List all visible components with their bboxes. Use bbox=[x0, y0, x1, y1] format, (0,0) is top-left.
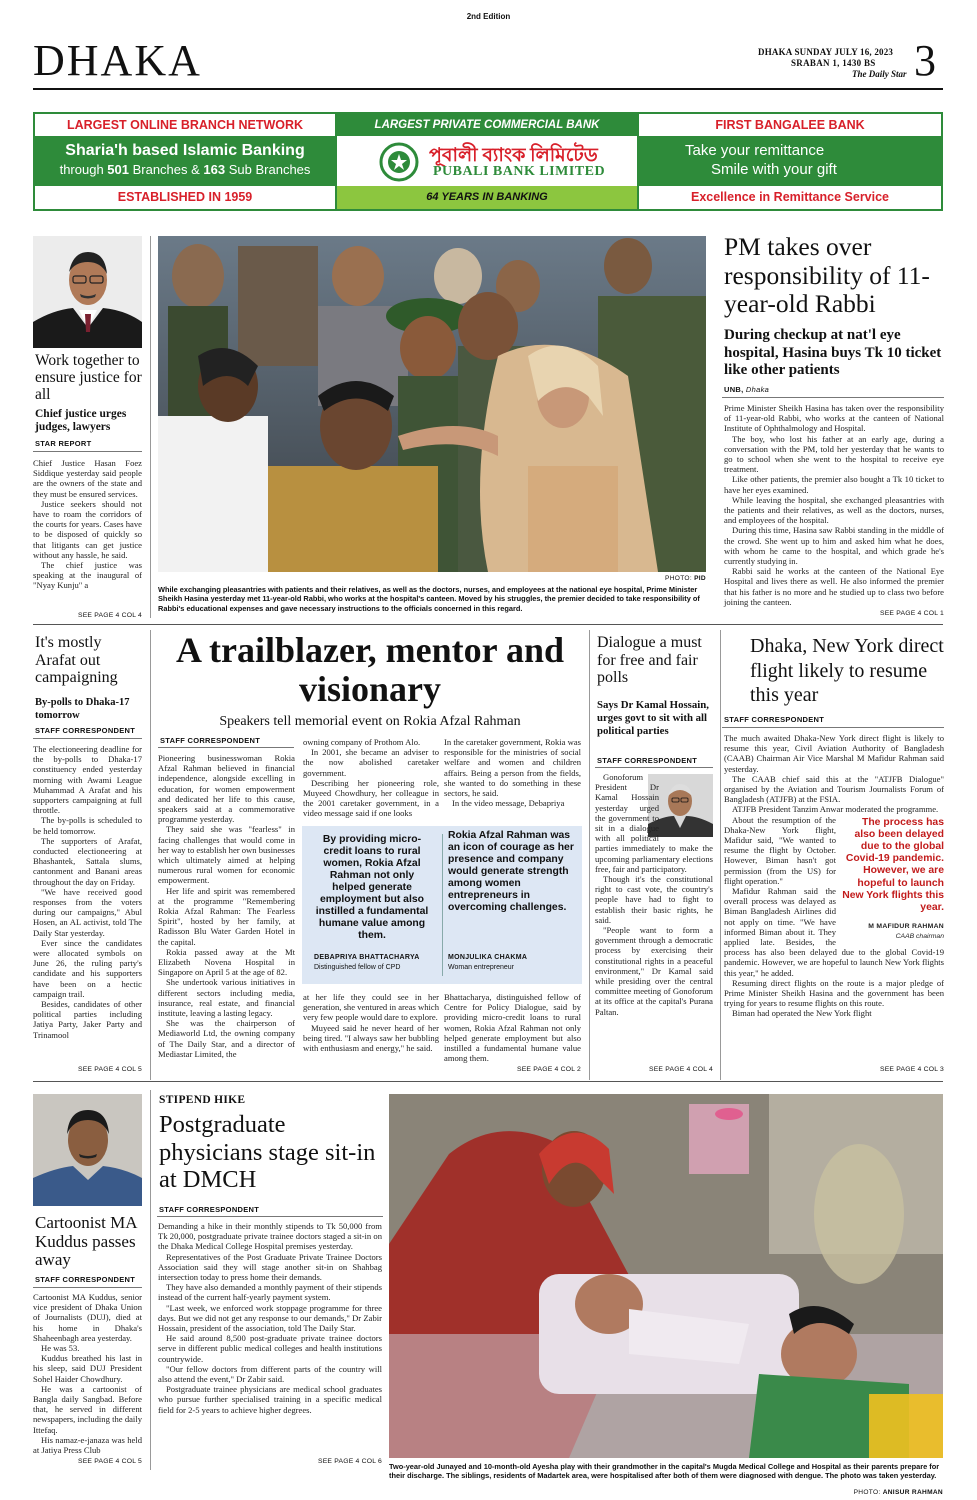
ad-right-top: FIRST BANGALEE BANK bbox=[715, 118, 865, 132]
rokia-byline: STAFF CORRESPONDENT bbox=[160, 736, 261, 745]
dengue-photo-credit: PHOTO: ANISUR RAHMAN bbox=[853, 1489, 943, 1496]
quote-monjulika: Rokia Afzal Rahman was an icon of courage as her presence and company would generate strength among women entrepreneurs in overcoming challenges. bbox=[448, 830, 574, 913]
rokia-col3-top: In the caretaker government, Rokia was responsible for the ministries of social welfare and women and children affairs. Being a person from the fields, she wanted to do something in these sectors, he said. In the video message, Debapriya bbox=[444, 737, 581, 809]
flight-headline[interactable]: Dhaka, New York direct flight likely to resume this year bbox=[750, 635, 944, 706]
dmch-jump[interactable]: SEE PAGE 4 COL 6 bbox=[317, 1458, 382, 1465]
dialogue-body: Gonoforum President Dr Kamal Hossain yesterday urged the government to sit in a dialogue with all political parties immediately to make the upcoming parliamentary elections free, fair and participatory. Though it's the constitutional right to cast vote, the country's people have had to fight to establish their basic rights, he said. "People want to form a government through a democratic process by exercising their constitutional rights in a peaceful environment," Dr Kamal said while presiding over the central committee meeting of Gonoforum at its office at the capital's Purana Paltan. bbox=[595, 772, 713, 1017]
bank-advertisement[interactable] bbox=[33, 112, 943, 211]
justice-deck: Chief justice urges judges, lawyers bbox=[35, 408, 127, 433]
pm-jump[interactable]: SEE PAGE 4 COL 1 bbox=[879, 610, 944, 617]
kuddus-portrait bbox=[33, 1094, 142, 1206]
arafat-byline: STAFF CORRESPONDENT bbox=[35, 726, 136, 735]
dmch-headline[interactable]: Postgraduate physicians stage sit-in at DMCH bbox=[159, 1111, 376, 1193]
ad-established: ESTABLISHED IN 1959 bbox=[117, 190, 253, 204]
dialogue-headline[interactable]: Dialogue a must for free and fair polls bbox=[597, 634, 702, 686]
justice-jump[interactable]: SEE PAGE 4 COL 4 bbox=[77, 612, 142, 619]
arafat-body: The electioneering deadline for the by-polls to Dhaka-17 constituency ended yesterday morning with Awami League Muhammad A Arafat and his supporters campaigning at full throttle. The by-polls is scheduled to be held tomorrow. The supporters of Arafat, conducted electioneering at Bhashantek, Sattala slums, cantonment and Banani areas throughout the day on Friday. "We have received good responses from the voters during our campaigns," Abul Hosen, an AL activist, told The Daily Star yesterday. Ever since the candidates were allocated symbols on June 26, the ruling party's candidate and his supporters have been on a hectic campaign trail. Besides, candidates of other political parties including Jatiya Party, Jaker Party and Trinamool bbox=[33, 744, 142, 1040]
quote-debapriya-name: DEBAPRIYA BHATTACHARYA bbox=[314, 954, 420, 961]
dengue-children-photo bbox=[389, 1094, 943, 1458]
quote-monjulika-role: Woman entrepreneur bbox=[448, 964, 515, 971]
justice-byline: STAR REPORT bbox=[35, 439, 92, 448]
ad-remittance: Take your remittance bbox=[685, 142, 825, 159]
rokia-deck: Speakers tell memorial event on Rokia Afzal Rahman bbox=[219, 714, 521, 729]
dialogue-byline: STAFF CORRESPONDENT bbox=[597, 756, 698, 765]
ad-bank-name: PUBALI BANK LIMITED bbox=[433, 164, 606, 179]
ad-gift: Smile with your gift bbox=[711, 161, 837, 178]
pm-photo-caption: While exchanging pleasantries with patients and their relatives, as well as the doctors, nurses, and employees at the national eye hospital, Prime Minister Sheikh Hasina yesterday met 11-year-old Rabbi, who works at the hospital's canteen. Moved by his struggles, the premier decided to take responsibility of Rabbi's educational expenses and gave necessary instructions to the officials concerned in this regard. bbox=[158, 585, 700, 613]
arafat-jump[interactable]: SEE PAGE 4 COL 5 bbox=[77, 1066, 142, 1073]
flight-body: The much awaited Dhaka-New York direct flight is likely to resume this year, Civil Aviation Authority of Bangladesh (CAAB) Chairman Air Vice Marshal M Mafidur Rahman said yesterday. The CAAB chief said this at the "ATJFB Dialogue" organised by the Aviation and Tourism Journalists Forum of Bangladesh (ATJFB) at the FSIA. ATJFB President Tanzim Anwar moderated the programme. The process has also been delayed due to the global Covid-19 pandemic. However, we are hopeful to launch New York flights this year. M MAFIDUR RAHMAN CAAB chairman About the resumption of the Dhaka-New York flight, Mafidur said, "We wanted to resume the flight by October. However, Biman hasn't got permission (from the US) for flight operation." Mafidur Rahman said the overall process was delayed as Biman Bangladesh Airlines did not apply on time. "We have informed Biman about it. They applied late. Besides, the process has also been delayed due to the global Covid-19 pandemic. However, we are hopeful to launch New York flights this year," he added. Resuming direct flights on the route is a major pledge of Prime Minister Sheikh Hasina and the government has been trying for years to resume flights on this route. Biman had operated the New York flight bbox=[724, 733, 944, 1019]
ad-excellence: Excellence in Remittance Service bbox=[690, 190, 890, 204]
kuddus-headline[interactable]: Cartoonist MA Kuddus passes away bbox=[35, 1213, 137, 1269]
masthead-rule bbox=[33, 88, 943, 90]
ad-bangla-name: পূবালী ব্যাংক লিমিটেড bbox=[429, 145, 598, 166]
page-number: 3 bbox=[914, 36, 936, 85]
bangla-date: SRABAN 1, 1430 BS bbox=[791, 58, 876, 68]
dialogue-jump[interactable]: SEE PAGE 4 COL 4 bbox=[648, 1066, 713, 1073]
dateline: DHAKA SUNDAY JULY 16, 2023 bbox=[758, 47, 894, 57]
pubali-logo-icon bbox=[379, 142, 419, 182]
quote-debapriya-role: Distinguished fellow of CPD bbox=[314, 964, 401, 971]
chief-justice-portrait bbox=[33, 236, 142, 348]
flight-jump[interactable]: SEE PAGE 4 COL 3 bbox=[879, 1066, 944, 1073]
ad-branches: through 501 Branches & 163 Sub Branches bbox=[59, 162, 311, 177]
portrait-image bbox=[33, 236, 142, 348]
dialogue-deck: Says Dr Kamal Hossain, urges govt to sit with all political parties bbox=[597, 699, 709, 737]
ad-center-top: LARGEST PRIVATE COMMERCIAL BANK bbox=[337, 114, 637, 136]
pm-byline: UNB, Dhaka bbox=[724, 385, 770, 394]
rokia-col2-top: owning company of Prothom Alo. In 2001, she became an adviser to the now abolished caretaker government. Describing her pioneering role, Muyeed Chowdhury, her colleague in the 2001 caretaker government, in a video message said if one looks bbox=[303, 737, 439, 819]
dmch-kicker: STIPEND HIKE bbox=[159, 1094, 246, 1106]
justice-body: Chief Justice Hasan Foez Siddique yesterday said people are the owners of the state and they must be ensured services. Justice seekers should not have to roam the corridors of the courts for years. Cases have to be disposed of quickly so that litigants can get justice without any hassle, he said. The chief justice was speaking at the inaugural of "Nyay Kunju" a bbox=[33, 458, 142, 591]
dmch-byline: STAFF CORRESPONDENT bbox=[159, 1205, 260, 1214]
kuddus-jump[interactable]: SEE PAGE 4 COL 5 bbox=[77, 1458, 142, 1465]
pm-photo-image bbox=[158, 236, 706, 572]
dengue-photo-image bbox=[389, 1094, 943, 1458]
rokia-quote-box bbox=[302, 826, 582, 984]
flight-pullquote: The process has also been delayed due to the global Covid-19 pandemic. However, we are hopeful to launch New York flights this year. M MAFIDUR RAHMAN CAAB chairman bbox=[842, 816, 944, 941]
ad-64-years: 64 YEARS IN BANKING bbox=[337, 186, 637, 209]
pm-rabbi-photo bbox=[158, 236, 706, 572]
arafat-headline[interactable]: It's mostly Arafat out campaigning bbox=[35, 634, 118, 686]
quote-debapriya: By providing micro-credit loans to rural women, Rokia Afzal Rahman not only helped generate employment but also instilled a fundamental humane value among them. bbox=[315, 834, 429, 941]
paper-logo-text: The Daily Star bbox=[852, 69, 907, 79]
rokia-col1: Pioneering businesswoman Rokia Afzal Rahman believed in financial independence, alongside excelling in education, for women empowerment and dedicated her life to this cause, speakers said at a commemorative programme yesterday. They said she was "fearless" in facing challenges that would come in her way to establish her own businesses which ultimately aimed at helping numerous rural women for economic empowerment. Her life and spirit was remembered at the programme "Remembering Rokia Afzal Rahman: The Fearless Spirit", hosted by her family, at Radisson Blu Water Garden Hotel in the capital. Rokia passed away at the Mt Elizabeth Novena Hospital in Singapore on April 5 at the age of 82. She undertook various initiatives in different sectors including media, insurance, real estate, and financial institute, leaving a lasting legacy. She was the chairperson of Mediaworld Ltd, the owning company of The Daily Star, and a director of Mediastar Limited, the bbox=[158, 753, 295, 1059]
pm-body: Prime Minister Sheikh Hasina has taken over the responsibility of 11-year-old Rabbi, who works at the canteen of National Institute of Ophthalmology and Hospital. The boy, who lost his father at an early age, during a conversation with the PM, told her yesterday that he wants to go to school when she went to the hospital to receive eye treatment. Like other patients, the premier also bought a Tk 10 ticket to have her eyes examined. While leaving the hospital, she exchanged pleasantries with the patients and their relatives, as well as the doctors, nurses, and employees of the hospital. During this time, Hasina saw Rabbi standing in the middle of the crowd. She went up to him and asked him what he does, with whom he came to the hospital, and which grade he's currently studying in. Rabbi said he works at the canteen of the National Eye Hospital and lives there as well. He also informed the premier that his father is no more and he studied up to class two before joining the canteen. bbox=[724, 403, 944, 607]
section-title: DHAKA bbox=[33, 36, 202, 85]
pm-headline[interactable]: PM takes over responsibility of 11-year-old Rabbi bbox=[724, 232, 930, 318]
edition-label: 2nd Edition bbox=[466, 12, 511, 21]
ad-left-top: LARGEST ONLINE BRANCH NETWORK bbox=[66, 118, 304, 132]
rokia-col2-bottom: at her life they could see in her generation, she ventured in areas which very few people would dare to explore. Muyeed said he never heard of her being tired. "I always saw her bubbling with enthusiasm and energy," he said. bbox=[303, 992, 440, 1054]
kuddus-body: Cartoonist MA Kuddus, senior vice president of Dhaka Union of Journalists (DUJ), died at his home in Dhaka's Shaheenbagh area yesterday. He was 53. Kuddus breathed his last in his sleep, said DUJ President Sohel Haider Chowdhury. He was a cartoonist of Bangla daily Sangbad. Before that, he served in different newspapers, including the daily Ittefaq. His namaz-e-janaza was held at Jatiya Press Club bbox=[33, 1292, 142, 1456]
rokia-headline[interactable]: A trailblazer, mentor and visionary bbox=[176, 630, 564, 709]
pm-photo-credit: PHOTO: PID bbox=[665, 575, 706, 582]
quote-monjulika-name: MONJULIKA CHAKMA bbox=[448, 954, 528, 961]
dmch-body: Demanding a hike in their monthly stipends to Tk 50,000 from Tk 20,000, postgraduate private trainee doctors staged a sit-in on the Dhaka Medical College Hospital premises yesterday. Representatives of the Post Graduate Private Trainee Doctors Association said they will stage another sit-in on Shahbag intersection today to press home their demands. They have also demanded a monthly payment of their stipends instead of the current half-yearly payment system. "Last week, we enforced work stoppage programme for three days. But we did not get any response to our demands," Dr Zabir Hossain, president of the association, told The Daily Star. He said around 8,500 post-graduate private trainee doctors serve in different public medical colleges and health institutions countrywide. "Our fellow doctors from different parts of the country will also attend the event," Dr Zabir said. Postgraduate trainee physicians are medical school graduates who pursue further specialised training in a specific medical field for 2-5 years to achieve higher degrees. bbox=[158, 1221, 382, 1415]
ad-islamic-banking: Sharia'h based Islamic Banking bbox=[65, 142, 305, 159]
rokia-jump[interactable]: SEE PAGE 4 COL 2 bbox=[516, 1066, 581, 1073]
kuddus-portrait-image bbox=[33, 1094, 142, 1206]
dengue-photo-caption: Two-year-old Junayed and 10-month-old Ayesha play with their grandmother in the capital's Mugda Medical College and Hospital as their parents prepare for their discharge. The siblings, residents of Madartek area, were hospitalised after both of them were diagnosed with dengue. The photo was taken yesterday. bbox=[389, 1462, 940, 1481]
pm-deck: During checkup at nat'l eye hospital, Hasina buys Tk 10 ticket like other patients bbox=[724, 327, 942, 378]
flight-byline: STAFF CORRESPONDENT bbox=[724, 715, 825, 724]
kuddus-byline: STAFF CORRESPONDENT bbox=[35, 1275, 136, 1284]
justice-headline[interactable]: Work together to ensure justice for all bbox=[35, 352, 142, 403]
rokia-col3-bottom: Bhattacharya, distinguished fellow of Centre for Policy Dialogue, said by providing micro-credit loans to rural women, Rokia Afzal Rahman not only helped generate employment but also instilled a fundamental humane value among them. bbox=[444, 992, 581, 1064]
arafat-deck: By-polls to Dhaka-17 tomorrow bbox=[35, 697, 130, 721]
